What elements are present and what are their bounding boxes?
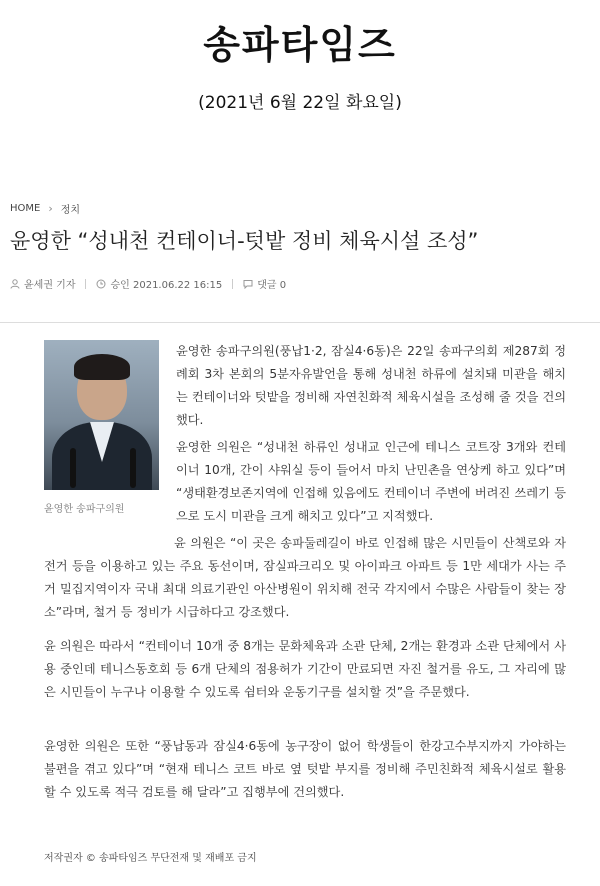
- photo-caption: 윤영한 송파구의원: [44, 504, 125, 515]
- article-paragraph-3-text: 윤 의원은 “이 곳은 송파둘레길이 바로 인접해 많은 시민들이 산책로와 자전거 등을 이용하고 있는 주요 동선이며, 잠실파크리오 및 아이파크 아파트 등 1만 세대가 사는 주거 밀집지역이자 국내 최대 의료기관인 아산병원이 위치해 전국 각지에서 수많은 사람들이 찾는 장소”라며, 철거 등 정비가 시급하다고 강조했다.: [44, 536, 566, 619]
- divider-line: [0, 322, 600, 323]
- article-paragraph-5: 윤영한 의원은 또한 “풍납동과 잠실4·6동에 농구장이 없어 학생들이 한강고수부지까지 가야하는 불편을 겪고 있다”며 “현재 테니스 코트 바로 옆 텃밭 부지를 정비해 주민친화적 체육시설로 활용할 수 있도록 적극 검토를 해 달라”고 집행부에 건의했다.: [44, 739, 566, 799]
- microphone-icon: [130, 448, 136, 488]
- author-info: [10, 276, 75, 291]
- masthead: [0, 0, 600, 70]
- chevron-right-icon: ›: [48, 202, 53, 215]
- meta-divider: [85, 279, 86, 289]
- article-headline: 윤영한 “성내천 컨테이너-텃밭 정비 체육시설 조성”: [10, 229, 479, 253]
- comments-info[interactable]: [243, 276, 286, 291]
- comment-icon: [243, 279, 253, 289]
- breadcrumb-section[interactable]: 정치: [60, 205, 81, 216]
- copyright-notice: 저작권자 © 송파타임즈 무단전재 및 재배포 금지: [44, 853, 257, 864]
- photo-hair-shape: [74, 354, 130, 380]
- microphone-icon: [70, 448, 76, 488]
- article-paragraph-2: 윤영한 의원은 “성내천 하류인 성내교 인근에 테니스 코트장 3개와 컨테이너 10개, 간이 샤워실 등이 들어서 마치 난민촌을 연상케 하고 있다”며 “생태환경보존지역에 인접해 있음에도 컨테이너 주변에 버려진 쓰레기 등으로 도시 미관을 크게 해치고 있다”고 지적했다.: [176, 440, 566, 523]
- article-meta: [10, 276, 286, 291]
- issue-date: (2021년 6월 22일 화요일): [198, 93, 402, 113]
- meta-divider: [232, 279, 233, 289]
- newspaper-logo[interactable]: 송파타임즈: [203, 23, 397, 67]
- article-paragraph-3: [44, 532, 566, 624]
- breadcrumb-home[interactable]: HOME: [10, 203, 41, 214]
- clock-icon: [96, 279, 106, 289]
- author-name[interactable]: 윤세권 기자: [24, 280, 76, 291]
- article-paragraph-4: 윤 의원은 따라서 “컨테이너 10개 중 8개는 문화체육과 소관 단체, 2개는 환경과 소관 단체에서 사용 중인데 테니스동호회 등 6개 단체의 점용허가 기간이 만료되면 자진 철거를 유도, 그 자리에 많은 시민들이 누구나 이용할 수 있도록 쉼터와 운동기구를 설치할 것”을 주문했다.: [44, 639, 566, 699]
- approval-datetime: 승인 2021.06.22 16:15: [110, 280, 223, 291]
- article-photo[interactable]: [44, 340, 159, 490]
- breadcrumb: [10, 201, 80, 216]
- article-paragraph-1: 윤영한 송파구의원(풍납1·2, 잠실4·6동)은 22일 송파구의회 제287회 정례회 3차 본회의 5분자유발언을 통해 성내천 하류에 설치돼 미관을 해치는 컨테이너와 텃밭을 정비해 자연친화적 체육시설을 조성해 줄 것을 건의했다.: [176, 344, 566, 427]
- comment-count[interactable]: 댓글 0: [257, 280, 287, 291]
- approval-info: [96, 276, 222, 291]
- user-icon: [10, 279, 20, 289]
